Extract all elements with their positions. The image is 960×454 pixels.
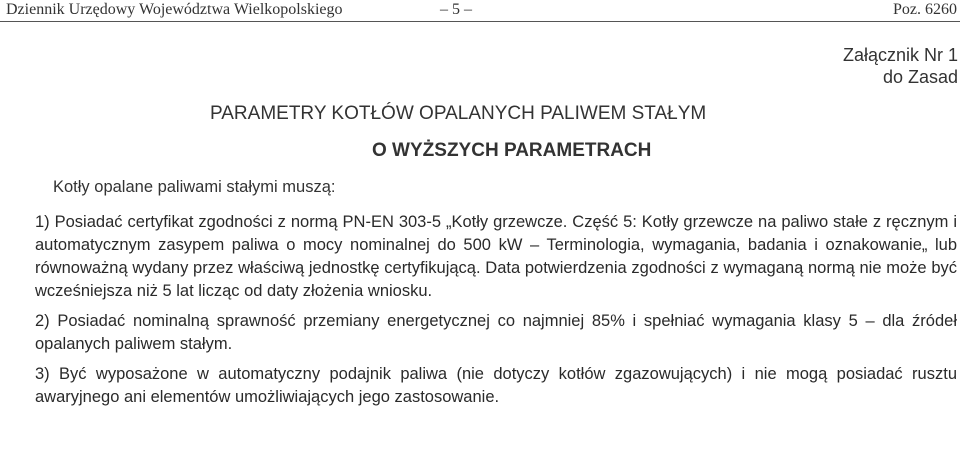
header-rule	[0, 21, 960, 22]
item-text: Posiadać certyfikat zgodności z normą PN-EN 303-5 „Kotły grzewcze. Część 5: Kotły grzewcze na paliwo stałe z ręcznym i automatycznym zasypem paliwa o mocy nominalnej do 500 kW – Terminologia, wymagania, badania i oznakowanie„ lub równoważną wydany przez właściwą jednostkę certyfikującą. Data potwierdzenia zgodności z wymaganą normą nie może być wcześniejsza niż 5 lat licząc od daty złożenia wniosku.	[35, 213, 957, 300]
annex-line-2: do Zasad	[882, 67, 958, 87]
item-number: 3)	[35, 365, 50, 383]
annex-line-1: Załącznik Nr 1	[842, 45, 958, 65]
page-number: – 5 –	[440, 1, 472, 18]
list-item	[35, 310, 957, 356]
list-item	[35, 363, 957, 409]
annex-label	[843, 44, 958, 88]
list-item	[35, 211, 957, 303]
position-number: Poz. 6260	[893, 1, 957, 18]
intro-text: Kotły opalane paliwami stałymi muszą:	[53, 178, 336, 196]
requirements-list	[35, 211, 957, 409]
item-number: 1)	[35, 213, 50, 231]
document-title-line-2: O WYŻSZYCH PARAMETRACH	[372, 140, 652, 161]
item-text: Posiadać nominalną sprawność przemiany energetycznej co najmniej 85% i spełniać wymagania klasy 5 – dla źródeł opalanych paliwem stałym.	[35, 312, 957, 353]
item-text: Być wyposażone w automatyczny podajnik paliwa (nie dotyczy kotłów zgazowujących) i nie mogą posiadać rusztu awaryjnego ani elementów umożliwiających jego zastosowanie.	[35, 365, 957, 406]
document-title-line-1: PARAMETRY KOTŁÓW OPALANYCH PALIWEM STAŁYM	[210, 103, 707, 124]
journal-title: Dziennik Urzędowy Województwa Wielkopolskiego	[6, 1, 343, 18]
item-number: 2)	[35, 312, 50, 330]
